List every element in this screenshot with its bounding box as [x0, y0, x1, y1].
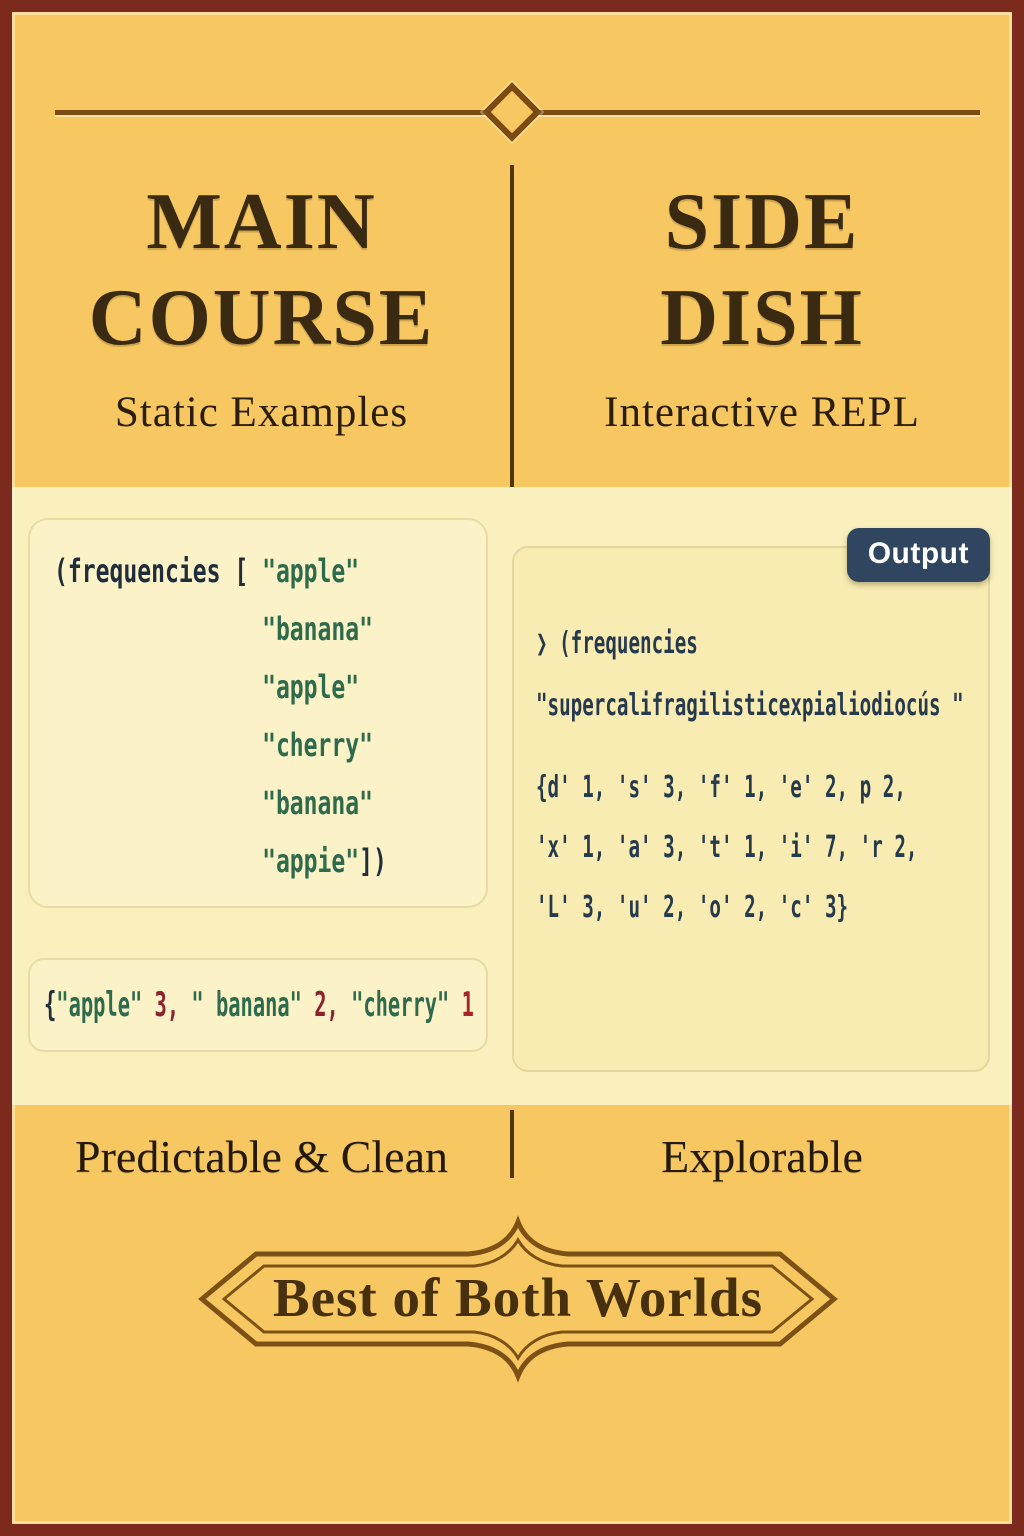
output-badge: Output [847, 528, 990, 582]
explorable-label: Explorable [661, 1131, 863, 1182]
interactive-repl-subtitle: Interactive REPL [604, 389, 920, 436]
header-left [12, 174, 511, 437]
result-line: {"apple" 3, " banana" 2, "cherry" 1 [44, 985, 474, 1025]
header-right [512, 174, 1012, 437]
banner-text: Best of Both Worlds [272, 1266, 764, 1328]
banner [198, 1214, 838, 1384]
static-examples-subtitle: Static Examples [114, 389, 409, 436]
result-card [28, 958, 488, 1052]
predictable-label: Predictable & Clean [75, 1131, 448, 1182]
repl-panel [512, 537, 990, 1072]
main-course-line2: COURSE [88, 274, 435, 362]
side-dish-line2: DISH [660, 274, 864, 362]
main-course-title [12, 174, 511, 366]
code-example-card [28, 518, 488, 908]
main-course-line1: MAIN [146, 178, 377, 266]
repl-content: ❯ (frequencies "supercalifragilisticexpialiodiocús " {d' 1, 's' 3, 'f' 1, 'e' 2, p 2, 'x' 1, 'a' 3, 't' 1, 'i' 7, 'r 2, 'L' 3, 'u' 2, 'o' 2, 'c' 3} [536, 626, 964, 925]
side-dish-title [512, 174, 1012, 366]
side-dish-line1: SIDE [664, 178, 860, 266]
diamond-icon [482, 82, 541, 141]
code-example: (frequencies [ "apple" "banana" "apple" "cherry" "banana" "appie"]) [54, 552, 387, 880]
